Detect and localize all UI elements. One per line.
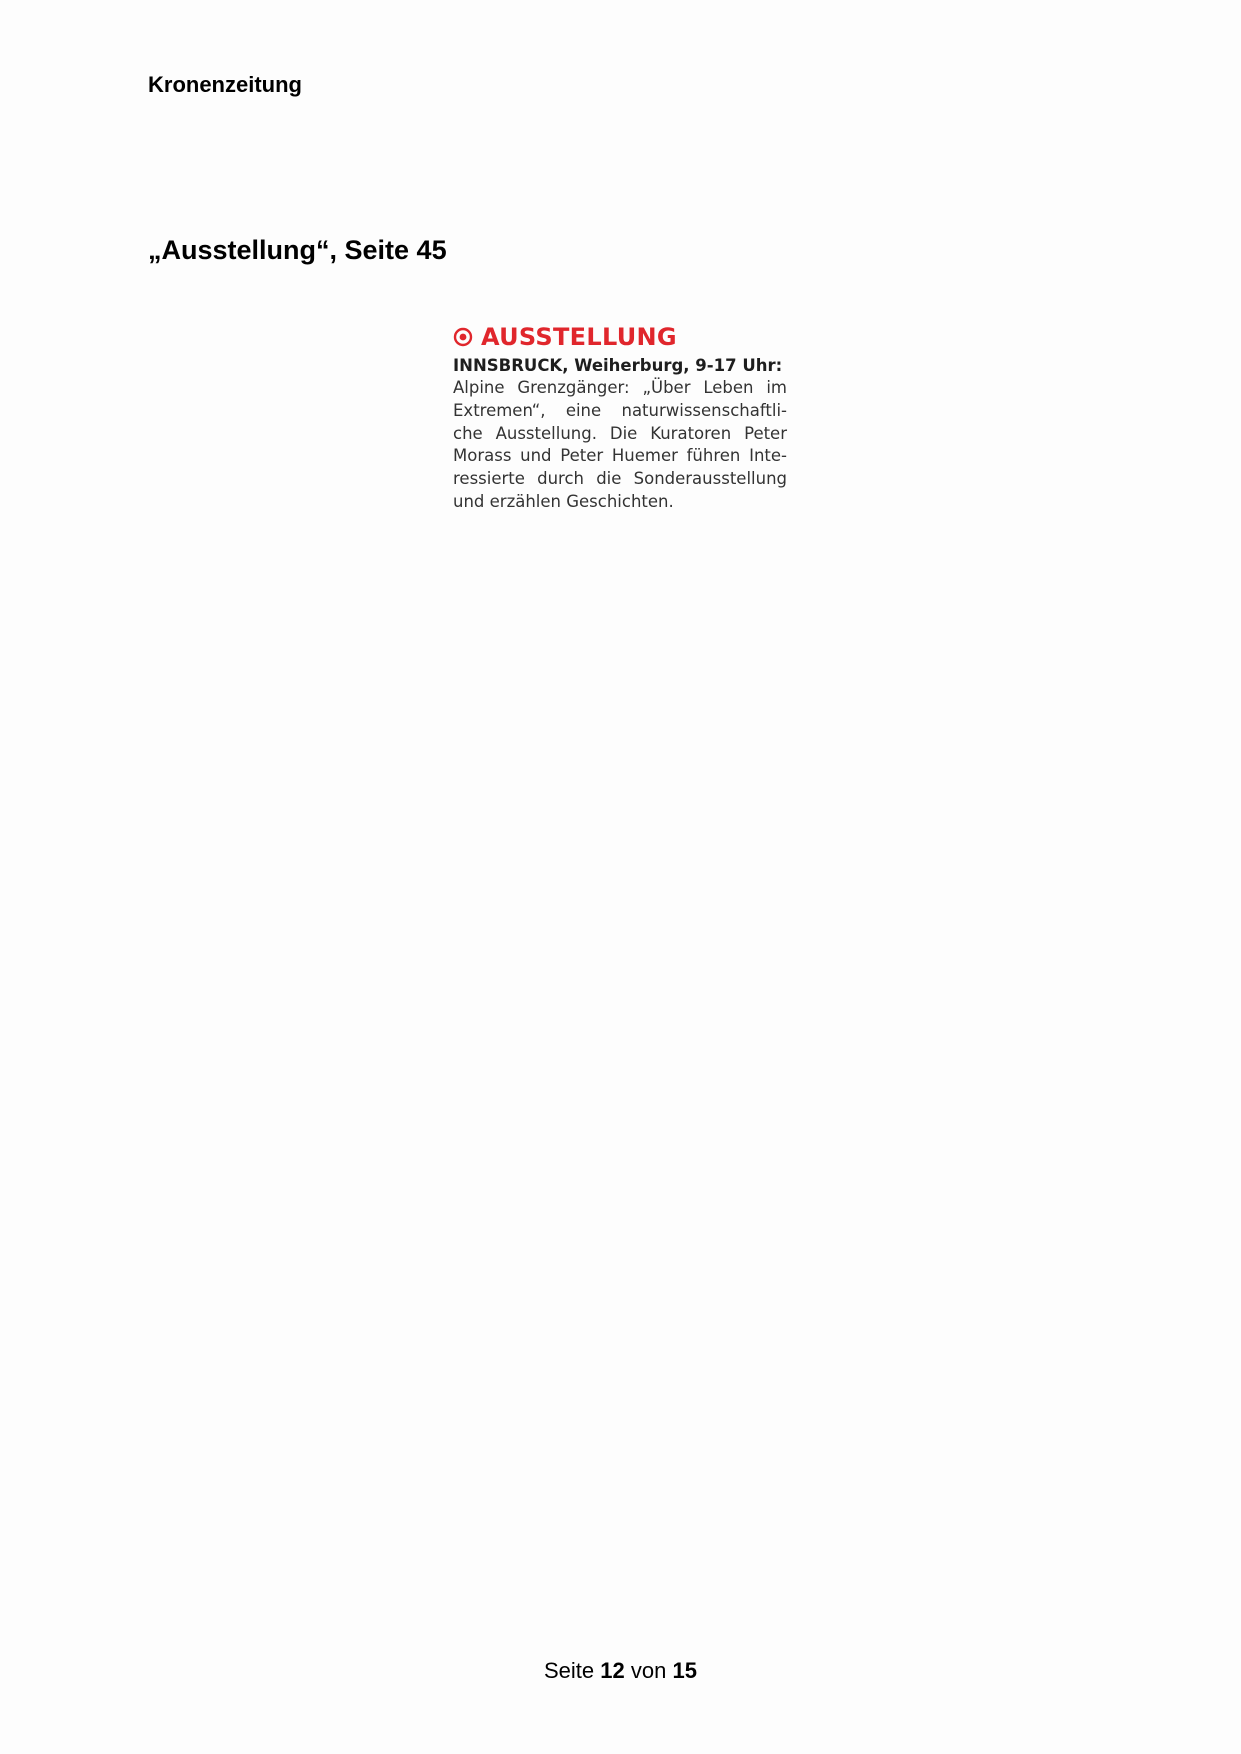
section-heading: „Ausstellung“, Seite 45 bbox=[148, 235, 447, 265]
clipping-body bbox=[453, 377, 787, 514]
target-icon bbox=[453, 327, 473, 347]
clipping-line: Extremen“, eine naturwissenschaftli- bbox=[453, 400, 787, 420]
current-page-number: 12 bbox=[600, 1658, 625, 1683]
clipping-line: che Ausstellung. Die Kuratoren Peter bbox=[453, 423, 787, 443]
footer-prefix: Seite bbox=[544, 1658, 595, 1683]
clipping-line: Morass und Peter Huemer führen Inte- bbox=[453, 446, 787, 466]
clipping-heading-text: AUSSTELLUNG bbox=[481, 323, 677, 351]
footer-separator: von bbox=[630, 1658, 667, 1683]
clipping-line: und erzählen Geschichten. bbox=[453, 491, 674, 511]
clipping-line: Alpine Grenzgänger: „Über Leben im bbox=[453, 378, 787, 397]
page-footer bbox=[0, 1658, 1241, 1684]
clipping-heading bbox=[453, 322, 787, 352]
clipping-lead: INNSBRUCK, Weiherburg, 9-17 Uhr: bbox=[453, 356, 783, 375]
clipping-line: ressierte durch die Sonderausstellung bbox=[453, 469, 787, 489]
total-page-count: 15 bbox=[672, 1658, 697, 1683]
publication-name: Kronenzeitung bbox=[148, 72, 302, 97]
newspaper-clipping bbox=[453, 322, 787, 514]
